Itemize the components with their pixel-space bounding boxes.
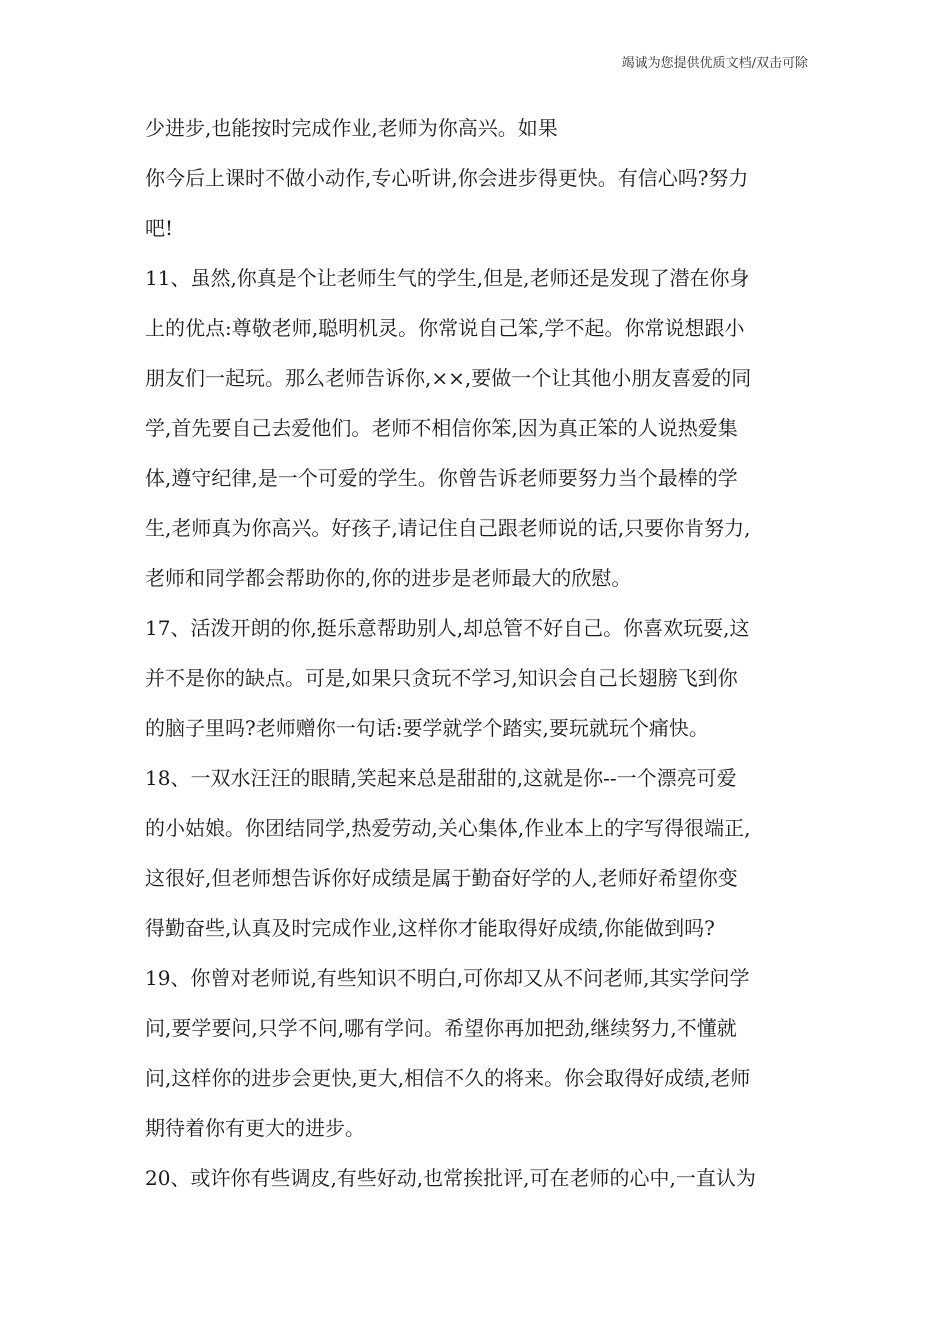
- text-line: 18、一双水汪汪的眼睛,笑起来总是甜甜的,这就是你--一个漂亮可爱: [145, 766, 737, 790]
- text-line: 问,这样你的进步会更快,更大,相信不久的将来。你会取得好成绩,老师: [145, 1066, 751, 1090]
- text-line: 20、或许你有些调皮,有些好动,也常挨批评,可在老师的心中,一直认为: [145, 1166, 756, 1190]
- text-line: 得勤奋些,认真及时完成作业,这样你才能取得好成绩,你能做到吗?: [145, 916, 715, 940]
- text-line: 朋友们一起玩。那么老师告诉你,××,要做一个让其他小朋友喜爱的同: [145, 366, 752, 390]
- text-line: 19、你曾对老师说,有些知识不明白,可你却又从不问老师,其实学问学: [145, 966, 750, 990]
- text-line: 问,要学要问,只学不问,哪有学问。希望你再加把劲,继续努力,不懂就: [145, 1016, 737, 1040]
- text-line: 期待着你有更大的进步。: [145, 1116, 365, 1140]
- text-line: 的脑子里吗?老师赠你一句话:要学就学个踏实,要玩就玩个痛快。: [145, 716, 709, 740]
- text-line: 的小姑娘。你团结同学,热爱劳动,关心集体,作业本上的字写得很端正,: [145, 816, 751, 840]
- text-line: 17、活泼开朗的你,挺乐意帮助别人,却总管不好自己。你喜欢玩耍,这: [145, 616, 750, 640]
- text-line: 体,遵守纪律,是一个可爱的学生。你曾告诉老师要努力当个最棒的学: [145, 466, 738, 490]
- text-line: 吧!: [145, 216, 174, 240]
- text-line: 并不是你的缺点。可是,如果只贪玩不学习,知识会自己长翅膀飞到你: [145, 666, 738, 690]
- text-line: 你今后上课时不做小动作,专心听讲,你会进步得更快。有信心吗?努力: [145, 166, 749, 190]
- text-line: 11、虽然,你真是个让老师生气的学生,但是,老师还是发现了潜在你身: [145, 266, 750, 290]
- text-line: 这很好,但老师想告诉你好成绩是属于勤奋好学的人,老师好希望你变: [145, 866, 738, 890]
- text-line: 上的优点:尊敬老师,聪明机灵。你常说自己笨,学不起。你常说想跟小: [145, 316, 745, 340]
- text-line: 少进步,也能按时完成作业,老师为你高兴。如果: [145, 116, 558, 140]
- text-line: 生,老师真为你高兴。好孩子,请记住自己跟老师说的话,只要你肯努力,: [145, 516, 751, 540]
- document-body: [145, 103, 810, 1203]
- text-line: 学,首先要自己去爱他们。老师不相信你笨,因为真正笨的人说热爱集: [145, 416, 738, 440]
- page-header: 竭诚为您提供优质文档/双击可除: [621, 56, 808, 71]
- text-line: 老师和同学都会帮助你的,你的进步是老师最大的欣慰。: [145, 566, 632, 590]
